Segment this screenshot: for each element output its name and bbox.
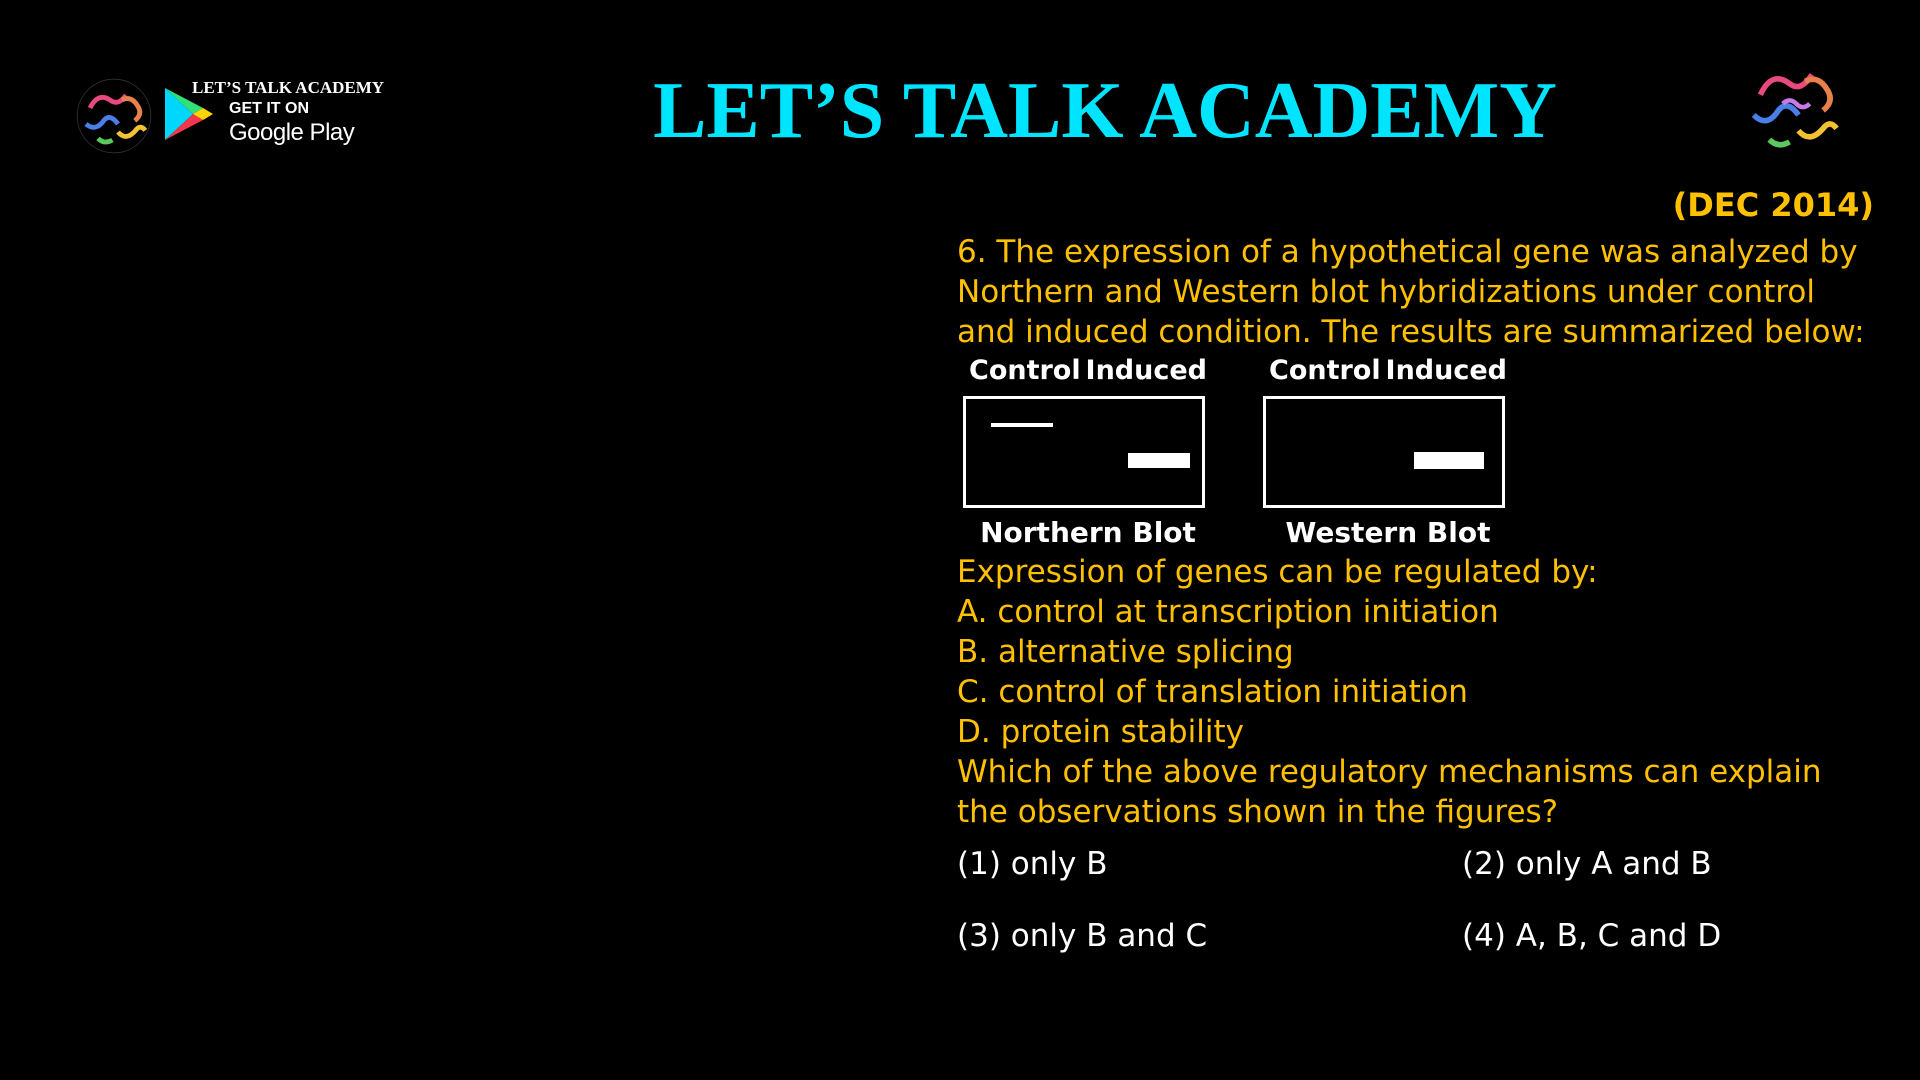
control-band <box>991 423 1053 427</box>
statement-c: C. control of translation initiation <box>957 674 1468 710</box>
badge-academy-name: LET’S TALK ACADEMY <box>192 78 385 97</box>
blot-caption: Northern Blot <box>980 516 1196 549</box>
blot-membrane <box>963 396 1205 508</box>
lane-label-control: Control <box>1269 355 1381 386</box>
blot-membrane <box>1263 396 1505 508</box>
lane-label-control: Control <box>969 355 1081 386</box>
exam-year: (DEC 2014) <box>1672 186 1874 224</box>
option-1[interactable]: (1) only B <box>957 846 1108 882</box>
question-ask: Which of the above regulatory mechanisms can explain the observations shown in the figures? <box>957 754 1822 830</box>
statements-lead: Expression of genes can be regulated by: <box>957 554 1598 590</box>
lane-label-induced: Induced <box>1085 355 1207 386</box>
option-2[interactable]: (2) only A and B <box>1462 846 1712 882</box>
blot-caption: Western Blot <box>1285 516 1491 549</box>
protein-logo-icon <box>1738 50 1850 162</box>
question-stem: 6. The expression of a hypothetical gene was analyzed by Northern and Western blot hybridizations under control and induced condition. The results are summarized below: <box>957 234 1865 350</box>
option-4[interactable]: (4) A, B, C and D <box>1462 918 1722 954</box>
google-play-label: Google Play <box>229 119 355 146</box>
statement-d: D. protein stability <box>957 714 1244 750</box>
induced-band <box>1128 453 1190 468</box>
lane-label-induced: Induced <box>1385 355 1507 386</box>
northern-blot-figure <box>963 355 1213 549</box>
induced-band <box>1414 452 1484 469</box>
statement-list <box>957 592 1877 752</box>
option-3[interactable]: (3) only B and C <box>957 918 1208 954</box>
statement-a: A. control at transcription initiation <box>957 594 1499 630</box>
get-it-on-label: GET IT ON <box>229 100 309 117</box>
western-blot-figure <box>1263 355 1513 549</box>
statement-b: B. alternative splicing <box>957 634 1294 670</box>
page-title: LET’S TALK ACADEMY <box>653 67 1557 155</box>
